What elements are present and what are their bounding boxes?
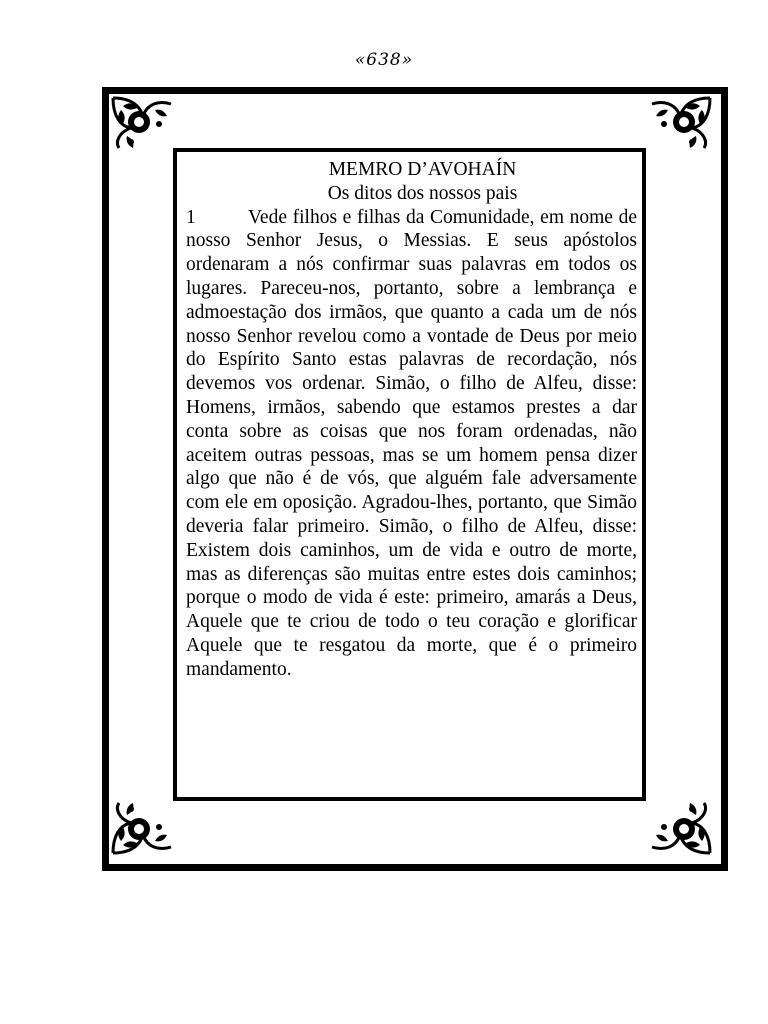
corner-ornament-icon — [109, 94, 177, 152]
corner-ornament-icon — [646, 799, 714, 857]
document-text-block — [186, 158, 637, 682]
corner-ornament-icon — [646, 94, 714, 152]
document-body — [186, 206, 637, 682]
document-subtitle: Os ditos dos nossos pais — [327, 182, 518, 204]
page-number: «638» — [354, 50, 414, 70]
verse-number: 1 — [186, 206, 196, 228]
body-text: Vede filhos e filhas da Comunidade, em nome de nosso Senhor Jesus, o Messias. E seus apóstolos ordenaram a nós confirmar suas palavras em todos os lugares. Pareceu-nos, portanto, sobre a lembrança e admoestação dos irmãos, que quanto a cada um de nós nosso Senhor revelou como a vontade de Deus por meio do Espírito Santo estas palavras de recordação, nós devemos vos ordenar. Simão, o filho de Alfeu, disse: Homens, irmãos, sabendo que estamos prestes a dar conta sobre as coisas que nos foram ordenadas, não aceitem outras pessoas, mas se um homem pensa dizer algo que não é de vós, que alguém fale adversamente com ele em oposição. Agradou-lhes, portanto, que Simão deveria falar primeiro. Simão, o filho de Alfeu, disse: Existem dois caminhos, um de vida e outro de morte, mas as diferenças são muitas entre estes dois caminhos; porque o modo de vida é este: primeiro, amarás a Deus, Aquele que te criou de todo o teu coração e glorificar Aquele que te resgatou da morte, que é o primeiro mandamento. — [186, 206, 637, 680]
document-title: MEMRO D’AVOHAÍN — [328, 159, 517, 180]
corner-ornament-icon — [109, 799, 177, 857]
